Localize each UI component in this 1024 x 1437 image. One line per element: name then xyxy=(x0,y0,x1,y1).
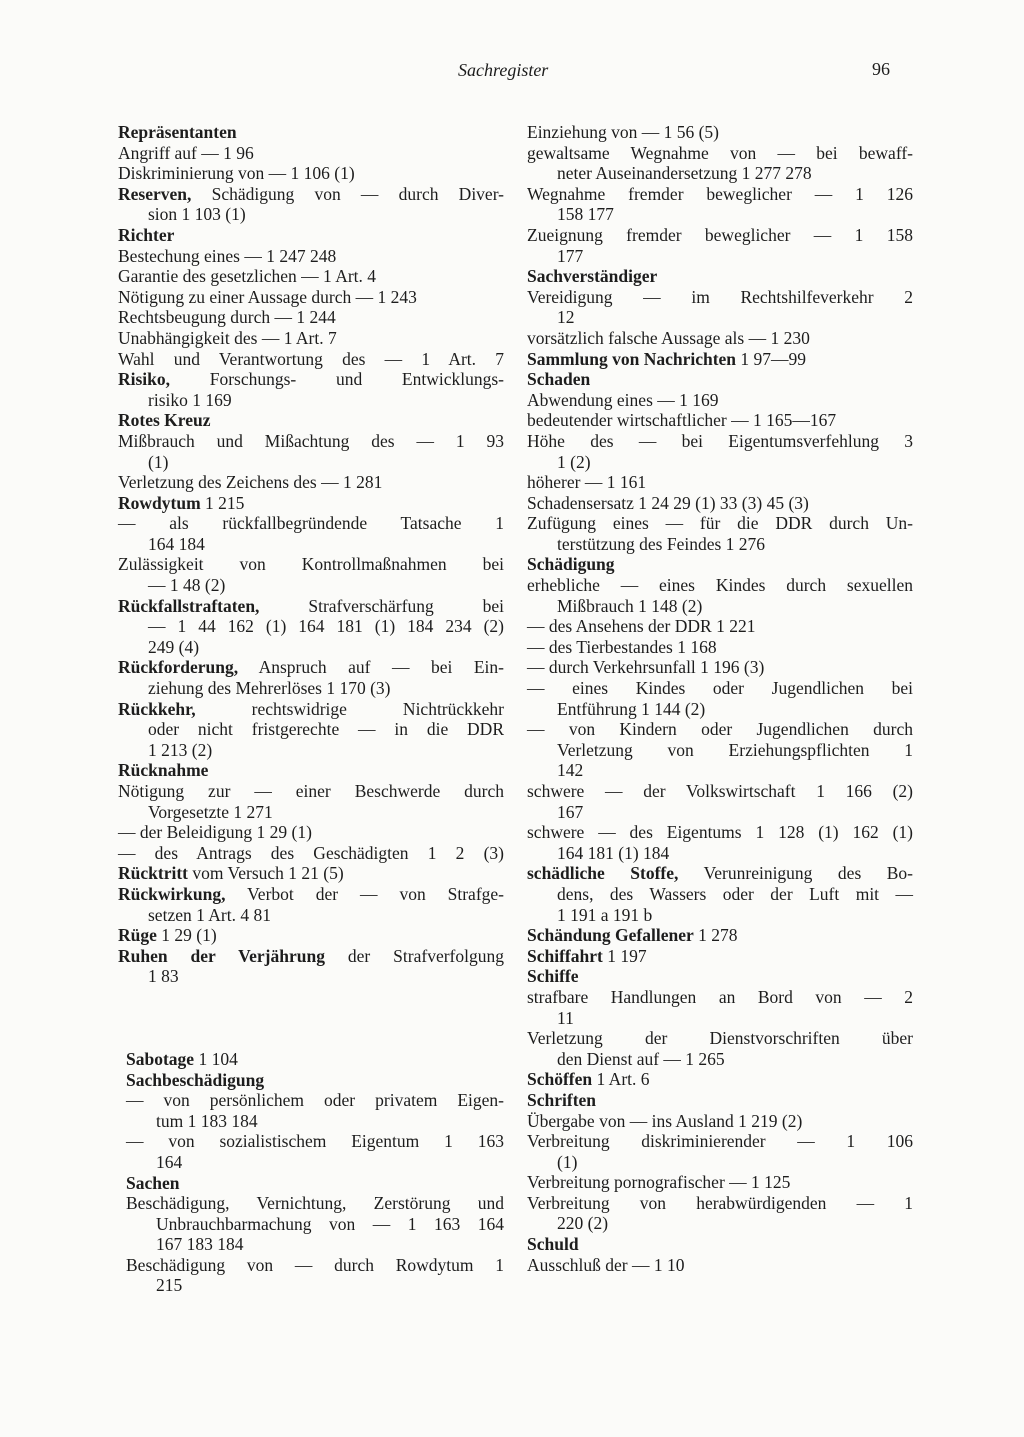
entry-text: — von Kindern oder Jugendlichen durch xyxy=(527,719,913,740)
entry-keyword: schädliche Stoffe, xyxy=(527,863,679,884)
entry-text: Anspruch auf — bei Ein- xyxy=(238,657,504,678)
entry-keyword: Rückforderung, xyxy=(118,657,239,678)
entry-text: 164 xyxy=(156,1151,183,1172)
entry-text: schwere — der Volkswirtschaft 1 166 (2) xyxy=(527,781,913,801)
index-entry-line xyxy=(118,616,504,637)
entry-text: vom Versuch 1 21 (5) xyxy=(187,863,344,884)
index-entry-line xyxy=(118,307,504,328)
entry-text: erhebliche — eines Kindes durch sexuellen xyxy=(527,575,913,596)
index-entry-line xyxy=(126,1255,504,1276)
entry-keyword: Rücknahme xyxy=(118,760,209,781)
index-entry-line xyxy=(527,596,913,617)
index-entry-line xyxy=(527,678,913,699)
entry-text: Verbot der — von Strafge- xyxy=(225,883,504,904)
index-entry-line xyxy=(118,719,504,740)
entry-text: Verbreitung von herabwürdigenden — 1 xyxy=(527,1192,913,1213)
entry-text: höherer — 1 161 xyxy=(527,472,647,493)
entry-keyword: Schuld xyxy=(527,1234,579,1255)
entry-text: Mißbrauch und Mißachtung des — 1 93 xyxy=(118,430,504,451)
entry-text: 1 191 a 191 b xyxy=(557,904,653,925)
entry-keyword: Rüge xyxy=(118,925,157,946)
index-entry-line xyxy=(118,472,504,493)
index-column-right xyxy=(527,122,913,1275)
index-entry-line xyxy=(527,822,913,843)
entry-text: gewaltsame Wegnahme von — bei bewaff- xyxy=(527,142,913,163)
entry-text: den Dienst auf — 1 265 xyxy=(557,1048,725,1069)
index-entry-line xyxy=(118,802,504,823)
entry-text: Beschädigung, Vernichtung, Zerstörung und xyxy=(126,1193,504,1214)
entry-text: schwere — des Eigentums 1 128 (1) 162 (1) xyxy=(527,822,913,843)
entry-text: (1) xyxy=(148,451,169,472)
entry-text: 1 83 xyxy=(148,966,179,987)
index-entry-line xyxy=(527,616,913,637)
entry-text: Vorgesetzte 1 271 xyxy=(148,801,273,822)
index-entry-line xyxy=(527,657,913,678)
index-entry-line xyxy=(527,1111,913,1132)
entry-text: setzen 1 Art. 4 81 xyxy=(148,904,271,925)
index-entry-line xyxy=(527,1213,913,1234)
entry-text: 12 xyxy=(557,307,575,328)
index-entry-line xyxy=(118,637,504,658)
index-entry-line xyxy=(118,246,504,267)
entry-text: — durch Verkehrsunfall 1 196 (3) xyxy=(527,657,765,678)
index-entry-heading xyxy=(118,884,504,905)
entry-text: vorsätzlich falsche Aussage als — 1 230 xyxy=(527,327,810,348)
index-entry-line xyxy=(118,513,504,534)
index-entry-line xyxy=(527,307,913,328)
index-entry-line xyxy=(126,1152,504,1173)
index-entry-line xyxy=(527,452,913,473)
index-entry-line xyxy=(118,287,504,308)
index-entry-line xyxy=(118,390,504,411)
index-entry-line xyxy=(118,822,504,843)
entry-keyword: Sammlung von Nachrichten xyxy=(527,348,737,369)
entry-keyword: Schiffe xyxy=(527,966,579,987)
entry-text: 142 xyxy=(557,760,584,781)
entry-text: 1 97—99 xyxy=(736,348,807,369)
index-entry-line xyxy=(118,966,504,987)
index-entry-heading xyxy=(527,349,913,370)
index-entry-line xyxy=(527,390,913,411)
entry-text: Garantie des gesetzlichen — 1 Art. 4 xyxy=(118,266,377,287)
entry-text: 11 xyxy=(557,1007,574,1028)
entry-keyword: Schöffen xyxy=(527,1069,593,1090)
entry-keyword: Schädigung xyxy=(527,554,615,575)
index-entry-heading xyxy=(118,122,504,143)
index-entry-line xyxy=(118,266,504,287)
entry-text: 1 (2) xyxy=(557,451,591,472)
entry-text: neter Auseinandersetzung 1 277 278 xyxy=(557,163,812,184)
index-entry-heading xyxy=(118,596,504,617)
entry-text: — 1 44 162 (1) 164 181 (1) 184 234 (2) xyxy=(148,616,504,637)
section-gap xyxy=(118,987,504,1049)
entry-keyword: Schiffahrt xyxy=(527,945,603,966)
entry-text: Strafverschärfung bei xyxy=(259,595,504,616)
index-entry-heading xyxy=(118,946,504,967)
entry-text: terstützung des Feindes 1 276 xyxy=(557,533,766,554)
index-entry-heading xyxy=(527,266,913,287)
index-entry-line xyxy=(118,534,504,555)
index-entry-line xyxy=(527,143,913,164)
index-entry-line xyxy=(527,431,913,452)
page-number: 96 xyxy=(872,59,890,79)
entry-keyword: Schändung Gefallener xyxy=(527,925,694,946)
index-entry-line xyxy=(527,1049,913,1070)
entry-text: (1) xyxy=(557,1151,578,1172)
entry-text: bedeutender wirtschaftlicher — 1 165—167 xyxy=(527,410,837,431)
index-entry-line xyxy=(527,1008,913,1029)
index-entry-line xyxy=(527,760,913,781)
entry-text: — des Ansehens der DDR 1 221 xyxy=(527,616,756,637)
entry-keyword: Reserven, xyxy=(118,183,192,204)
entry-text: 1 29 (1) xyxy=(156,925,217,946)
index-entry-line xyxy=(527,246,913,267)
entry-text: tum 1 183 184 xyxy=(156,1110,258,1131)
index-entry-line xyxy=(527,225,913,246)
index-entry-line xyxy=(527,905,913,926)
entry-text: Rechtsbeugung durch — 1 244 xyxy=(118,307,336,328)
running-header: Sachregister xyxy=(458,60,549,80)
index-block-r xyxy=(118,122,504,987)
index-entry-line xyxy=(527,1255,913,1276)
index-entry-line xyxy=(126,1090,504,1111)
entry-text: Nötigung zur — einer Beschwerde durch xyxy=(118,781,504,801)
entry-text: 1 278 xyxy=(693,925,738,946)
entry-text: Nötigung zu einer Aussage durch — 1 243 xyxy=(118,286,417,307)
entry-text: 164 181 (1) 184 xyxy=(557,842,670,863)
index-entry-line xyxy=(118,163,504,184)
entry-text: Beschädigung von — durch Rowdytum 1 xyxy=(126,1254,504,1275)
index-entry-line xyxy=(527,699,913,720)
index-entry-line xyxy=(126,1193,504,1214)
entry-text: Verbreitung pornografischer — 1 125 xyxy=(527,1172,791,1193)
entry-keyword: Risiko, xyxy=(118,369,171,390)
index-entry-line xyxy=(527,184,913,205)
entry-text: Verletzung des Zeichens des — 1 281 xyxy=(118,472,383,493)
index-entry-heading xyxy=(126,1173,504,1194)
entry-text: Schadensersatz 1 24 29 (1) 33 (3) 45 (3) xyxy=(527,492,809,513)
index-entry-heading xyxy=(527,1090,913,1111)
index-entry-line xyxy=(118,349,504,370)
index-entry-line xyxy=(118,143,504,164)
index-entry-line xyxy=(118,678,504,699)
index-entry-line xyxy=(527,843,913,864)
entry-text: Diskriminierung von — 1 106 (1) xyxy=(118,163,355,184)
index-entry-line xyxy=(527,163,913,184)
entry-text: sion 1 103 (1) xyxy=(148,204,246,225)
entry-text: 220 (2) xyxy=(557,1213,609,1234)
index-entry-line xyxy=(126,1214,504,1235)
entry-text: — eines Kindes oder Jugendlichen bei xyxy=(527,678,913,699)
entry-text: Entführung 1 144 (2) xyxy=(557,698,706,719)
entry-keyword: Richter xyxy=(118,224,175,245)
index-entry-heading xyxy=(527,925,913,946)
entry-text: 1 213 (2) xyxy=(148,739,213,760)
index-entry-line xyxy=(118,843,504,864)
index-entry-line xyxy=(126,1111,504,1132)
index-entry-line xyxy=(527,987,913,1008)
index-entry-line xyxy=(527,1152,913,1173)
index-entry-heading xyxy=(118,184,504,205)
index-entry-line xyxy=(527,513,913,534)
index-entry-line xyxy=(118,905,504,926)
entry-text: Abwendung eines — 1 169 xyxy=(527,389,719,410)
entry-text: Unbrauchbarmachung von — 1 163 164 xyxy=(156,1213,504,1234)
index-entry-line xyxy=(527,1028,913,1049)
index-entry-line xyxy=(527,410,913,431)
index-entry-line xyxy=(118,328,504,349)
entry-text: — von persönlichem oder privatem Eigen- xyxy=(126,1090,504,1111)
entry-text: Zulässigkeit von Kontrollmaßnahmen bei xyxy=(118,554,504,575)
entry-text: strafbare Handlungen an Bord von — 2 xyxy=(527,986,913,1007)
index-entry-line xyxy=(527,287,913,308)
entry-text: 215 xyxy=(156,1275,183,1296)
entry-text: Verletzung von Erziehungspflichten 1 xyxy=(557,739,913,760)
entry-text: 1 104 xyxy=(194,1048,238,1069)
index-entry-heading xyxy=(118,863,504,884)
index-entry-line xyxy=(527,328,913,349)
entry-text: Höhe des — bei Eigentumsverfehlung 3 xyxy=(527,430,913,451)
index-entry-heading xyxy=(118,369,504,390)
index-entry-heading xyxy=(126,1070,504,1091)
entry-text: Schädigung von — durch Diver- xyxy=(191,183,504,204)
entry-text: risiko 1 169 xyxy=(148,389,232,410)
entry-text: 249 (4) xyxy=(148,636,200,657)
entry-keyword: Rowdytum xyxy=(118,492,201,513)
entry-text: oder nicht fristgerechte — in die DDR xyxy=(148,719,504,740)
index-entry-line xyxy=(527,575,913,596)
index-entry-line xyxy=(126,1131,504,1152)
index-entry-line xyxy=(527,472,913,493)
entry-keyword: Sachverständiger xyxy=(527,266,658,287)
entry-text: 1 215 xyxy=(200,492,245,513)
index-entry-line xyxy=(527,740,913,761)
index-entry-line xyxy=(527,204,913,225)
index-entry-line xyxy=(118,554,504,575)
entry-text: Unabhängigkeit des — 1 Art. 7 xyxy=(118,327,337,348)
index-entry-line xyxy=(527,781,913,802)
index-entry-line xyxy=(527,1131,913,1152)
entry-text: — des Tierbestandes 1 168 xyxy=(527,636,717,657)
index-entry-heading xyxy=(118,699,504,720)
entry-text: 1 197 xyxy=(602,945,647,966)
index-entry-line xyxy=(527,1172,913,1193)
index-entry-line xyxy=(118,452,504,473)
index-entry-heading xyxy=(126,1049,504,1070)
index-entry-line xyxy=(118,431,504,452)
entry-text: Forschungs- und Entwicklungs- xyxy=(170,369,504,390)
entry-text: 158 177 xyxy=(557,204,614,225)
entry-keyword: Repräsentanten xyxy=(118,122,237,142)
entry-keyword: Schriften xyxy=(527,1089,597,1110)
entry-text: Wahl und Verantwortung des — 1 Art. 7 xyxy=(118,348,504,369)
entry-text: Verunreinigung des Bo- xyxy=(678,863,913,884)
entry-text: 164 184 xyxy=(148,533,205,554)
index-entry-line xyxy=(118,575,504,596)
entry-text: Einziehung von — 1 56 (5) xyxy=(527,122,719,142)
entry-text: — von sozialistischem Eigentum 1 163 xyxy=(126,1131,504,1152)
entry-text: — der Beleidigung 1 29 (1) xyxy=(118,822,312,843)
entry-text: 177 xyxy=(557,245,584,266)
index-entry-line xyxy=(126,1234,504,1255)
index-entry-line xyxy=(118,204,504,225)
entry-text: ziehung des Mehrerlöses 1 170 (3) xyxy=(148,678,391,699)
index-entry-line xyxy=(126,1275,504,1296)
index-entry-heading xyxy=(527,554,913,575)
entry-keyword: Rückfallstraftaten, xyxy=(118,595,260,616)
entry-text: 167 xyxy=(557,801,584,822)
index-entry-line xyxy=(527,493,913,514)
entry-text: Vereidigung — im Rechtshilfeverkehr 2 xyxy=(527,286,913,307)
entry-text: Bestechung eines — 1 247 248 xyxy=(118,245,337,266)
index-entry-heading xyxy=(527,863,913,884)
index-entry-line xyxy=(527,637,913,658)
entry-text: rechtswidrige Nichtrückkehr xyxy=(195,698,504,719)
entry-text: Zufügung eines — für die DDR durch Un- xyxy=(527,513,913,534)
entry-text: der Strafverfolgung xyxy=(324,945,504,966)
entry-text: Wegnahme fremder beweglicher — 1 126 xyxy=(527,183,913,204)
index-entry-heading xyxy=(118,410,504,431)
entry-keyword: Sachen xyxy=(126,1172,180,1193)
index-entry-line xyxy=(527,122,913,143)
entry-text: 167 183 184 xyxy=(156,1234,244,1255)
entry-keyword: Schaden xyxy=(527,369,591,390)
index-entry-heading xyxy=(118,925,504,946)
entry-keyword: Sabotage xyxy=(126,1048,195,1069)
index-entry-line xyxy=(527,884,913,905)
index-entry-heading xyxy=(527,1069,913,1090)
entry-text: — 1 48 (2) xyxy=(148,575,226,596)
index-entry-heading xyxy=(527,1234,913,1255)
index-entry-heading xyxy=(118,225,504,246)
entry-text: Ausschluß der — 1 10 xyxy=(527,1254,685,1275)
index-entry-line xyxy=(527,802,913,823)
entry-text: Zueignung fremder beweglicher — 1 158 xyxy=(527,224,913,245)
index-block-s-continued xyxy=(527,122,913,1275)
entry-keyword: Rotes Kreuz xyxy=(118,410,211,431)
entry-text: dens, des Wassers oder der Luft mit — xyxy=(557,883,913,904)
index-entry-heading xyxy=(527,369,913,390)
entry-text: Verletzung der Dienstvorschriften über xyxy=(527,1028,913,1049)
index-entry-heading xyxy=(527,966,913,987)
entry-text: Angriff auf — 1 96 xyxy=(118,142,254,163)
entry-text: — als rückfallbegründende Tatsache 1 xyxy=(118,513,504,534)
entry-text: 1 Art. 6 xyxy=(592,1069,650,1090)
index-entry-heading xyxy=(118,493,504,514)
index-entry-line xyxy=(118,740,504,761)
index-entry-line xyxy=(118,781,504,802)
index-block-s xyxy=(126,1049,504,1296)
index-column-left xyxy=(118,122,504,1296)
index-entry-heading xyxy=(118,760,504,781)
entry-text: Verbreitung diskriminierender — 1 106 xyxy=(527,1131,913,1152)
index-entry-line xyxy=(527,534,913,555)
entry-text: Übergabe von — ins Ausland 1 219 (2) xyxy=(527,1110,803,1131)
entry-keyword: Rücktritt xyxy=(118,863,188,884)
index-entry-line xyxy=(527,719,913,740)
entry-keyword: Sachbeschädigung xyxy=(126,1069,265,1090)
entry-keyword: Ruhen der Verjährung xyxy=(118,945,325,966)
entry-keyword: Rückwirkung, xyxy=(118,883,226,904)
entry-keyword: Rückkehr, xyxy=(118,698,196,719)
index-entry-heading xyxy=(527,946,913,967)
index-entry-heading xyxy=(118,657,504,678)
entry-text: Mißbrauch 1 148 (2) xyxy=(557,595,703,616)
entry-text: — des Antrags des Geschädigten 1 2 (3) xyxy=(118,842,504,863)
index-entry-line xyxy=(527,1193,913,1214)
